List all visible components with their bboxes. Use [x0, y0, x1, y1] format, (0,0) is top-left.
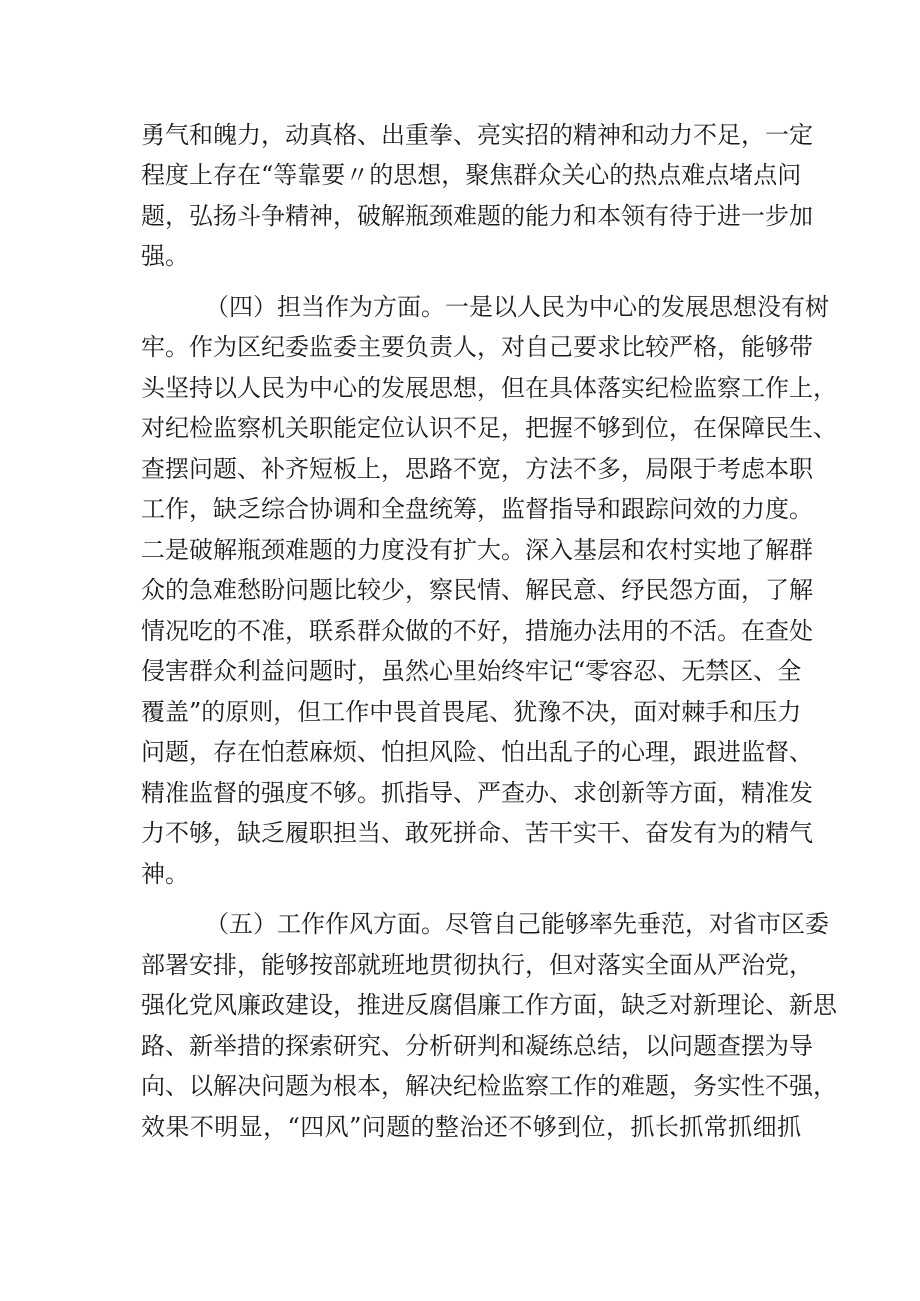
text-line: 部署安排，能够按部就班地贯彻执行，但对落实全面从严治党，: [141, 951, 813, 979]
text-line: 问题，存在怕惹麻烦、怕担风险、怕出乱子的心理，跟进监督、: [141, 738, 813, 766]
text-line: 力不够，缺乏履职担当、敢死拼命、苦干实干、奋发有为的精气: [141, 819, 813, 847]
text-line: 情况吃的不准，联系群众做的不好，措施办法用的不活。在查处: [141, 617, 813, 645]
text-line: 精准监督的强度不够。抓指导、严查办、求创新等方面，精准发: [141, 779, 813, 807]
text-line: 侵害群众利益问题时，虽然心里始终牢记“零容忍、无禁区、全: [141, 657, 802, 685]
text-line: 覆盖”的原则，但工作中畏首畏尾、犹豫不决，面对棘手和压力: [141, 698, 802, 726]
text-line: 对纪检监察机关职能定位认识不足，把握不够到位，在保障民生、: [141, 414, 837, 442]
text-line: 效果不明显，“四风”问题的整治还不够到位，抓长抓常抓细抓: [141, 1113, 801, 1141]
text-line: 牢。作为区纪委监委主要负责人，对自己要求比较严格，能够带: [141, 333, 813, 361]
text-line: 工作，缺乏综合协调和全盘统筹，监督指导和跟踪问效的力度。: [141, 495, 813, 523]
text-line: 向、以解决问题为根本，解决纪检监察工作的难题，务实性不强，: [141, 1072, 837, 1100]
text-line: 题，弘扬斗争精神，破解瓶颈难题的能力和本领有待于进一步加: [141, 202, 813, 230]
text-line: 勇气和魄力，动真格、出重拳、亮实招的精神和动力不足，一定: [141, 121, 813, 149]
text-line: 路、新举措的探索研究、分析研判和凝练总结，以问题查摆为导: [141, 1032, 813, 1060]
text-line: 强。: [141, 242, 189, 270]
section-heading-line: （五）工作作风方面。尽管自己能够率先垂范，对省市区委: [205, 910, 829, 938]
text-line: 查摆问题、补齐短板上，思路不宽，方法不多，局限于考虑本职: [141, 455, 813, 483]
text-line: 二是破解瓶颈难题的力度没有扩大。深入基层和农村实地了解群: [141, 536, 813, 564]
text-line: 头坚持以人民为中心的发展思想，但在具体落实纪检监察工作上，: [141, 374, 837, 402]
text-line: 神。: [141, 860, 189, 888]
section-heading-line: （四）担当作为方面。一是以人民为中心的发展思想没有树: [205, 293, 829, 321]
text-line: 程度上存在“等靠要〃的思想，聚焦群众关心的热点难点堵点问: [141, 161, 802, 189]
text-line: 众的急难愁盼问题比较少，察民情、解民意、纾民怨方面，了解: [141, 576, 813, 604]
text-line: 强化党风廉政建设，推进反腐倡廉工作方面，缺乏对新理论、新思: [141, 991, 837, 1019]
